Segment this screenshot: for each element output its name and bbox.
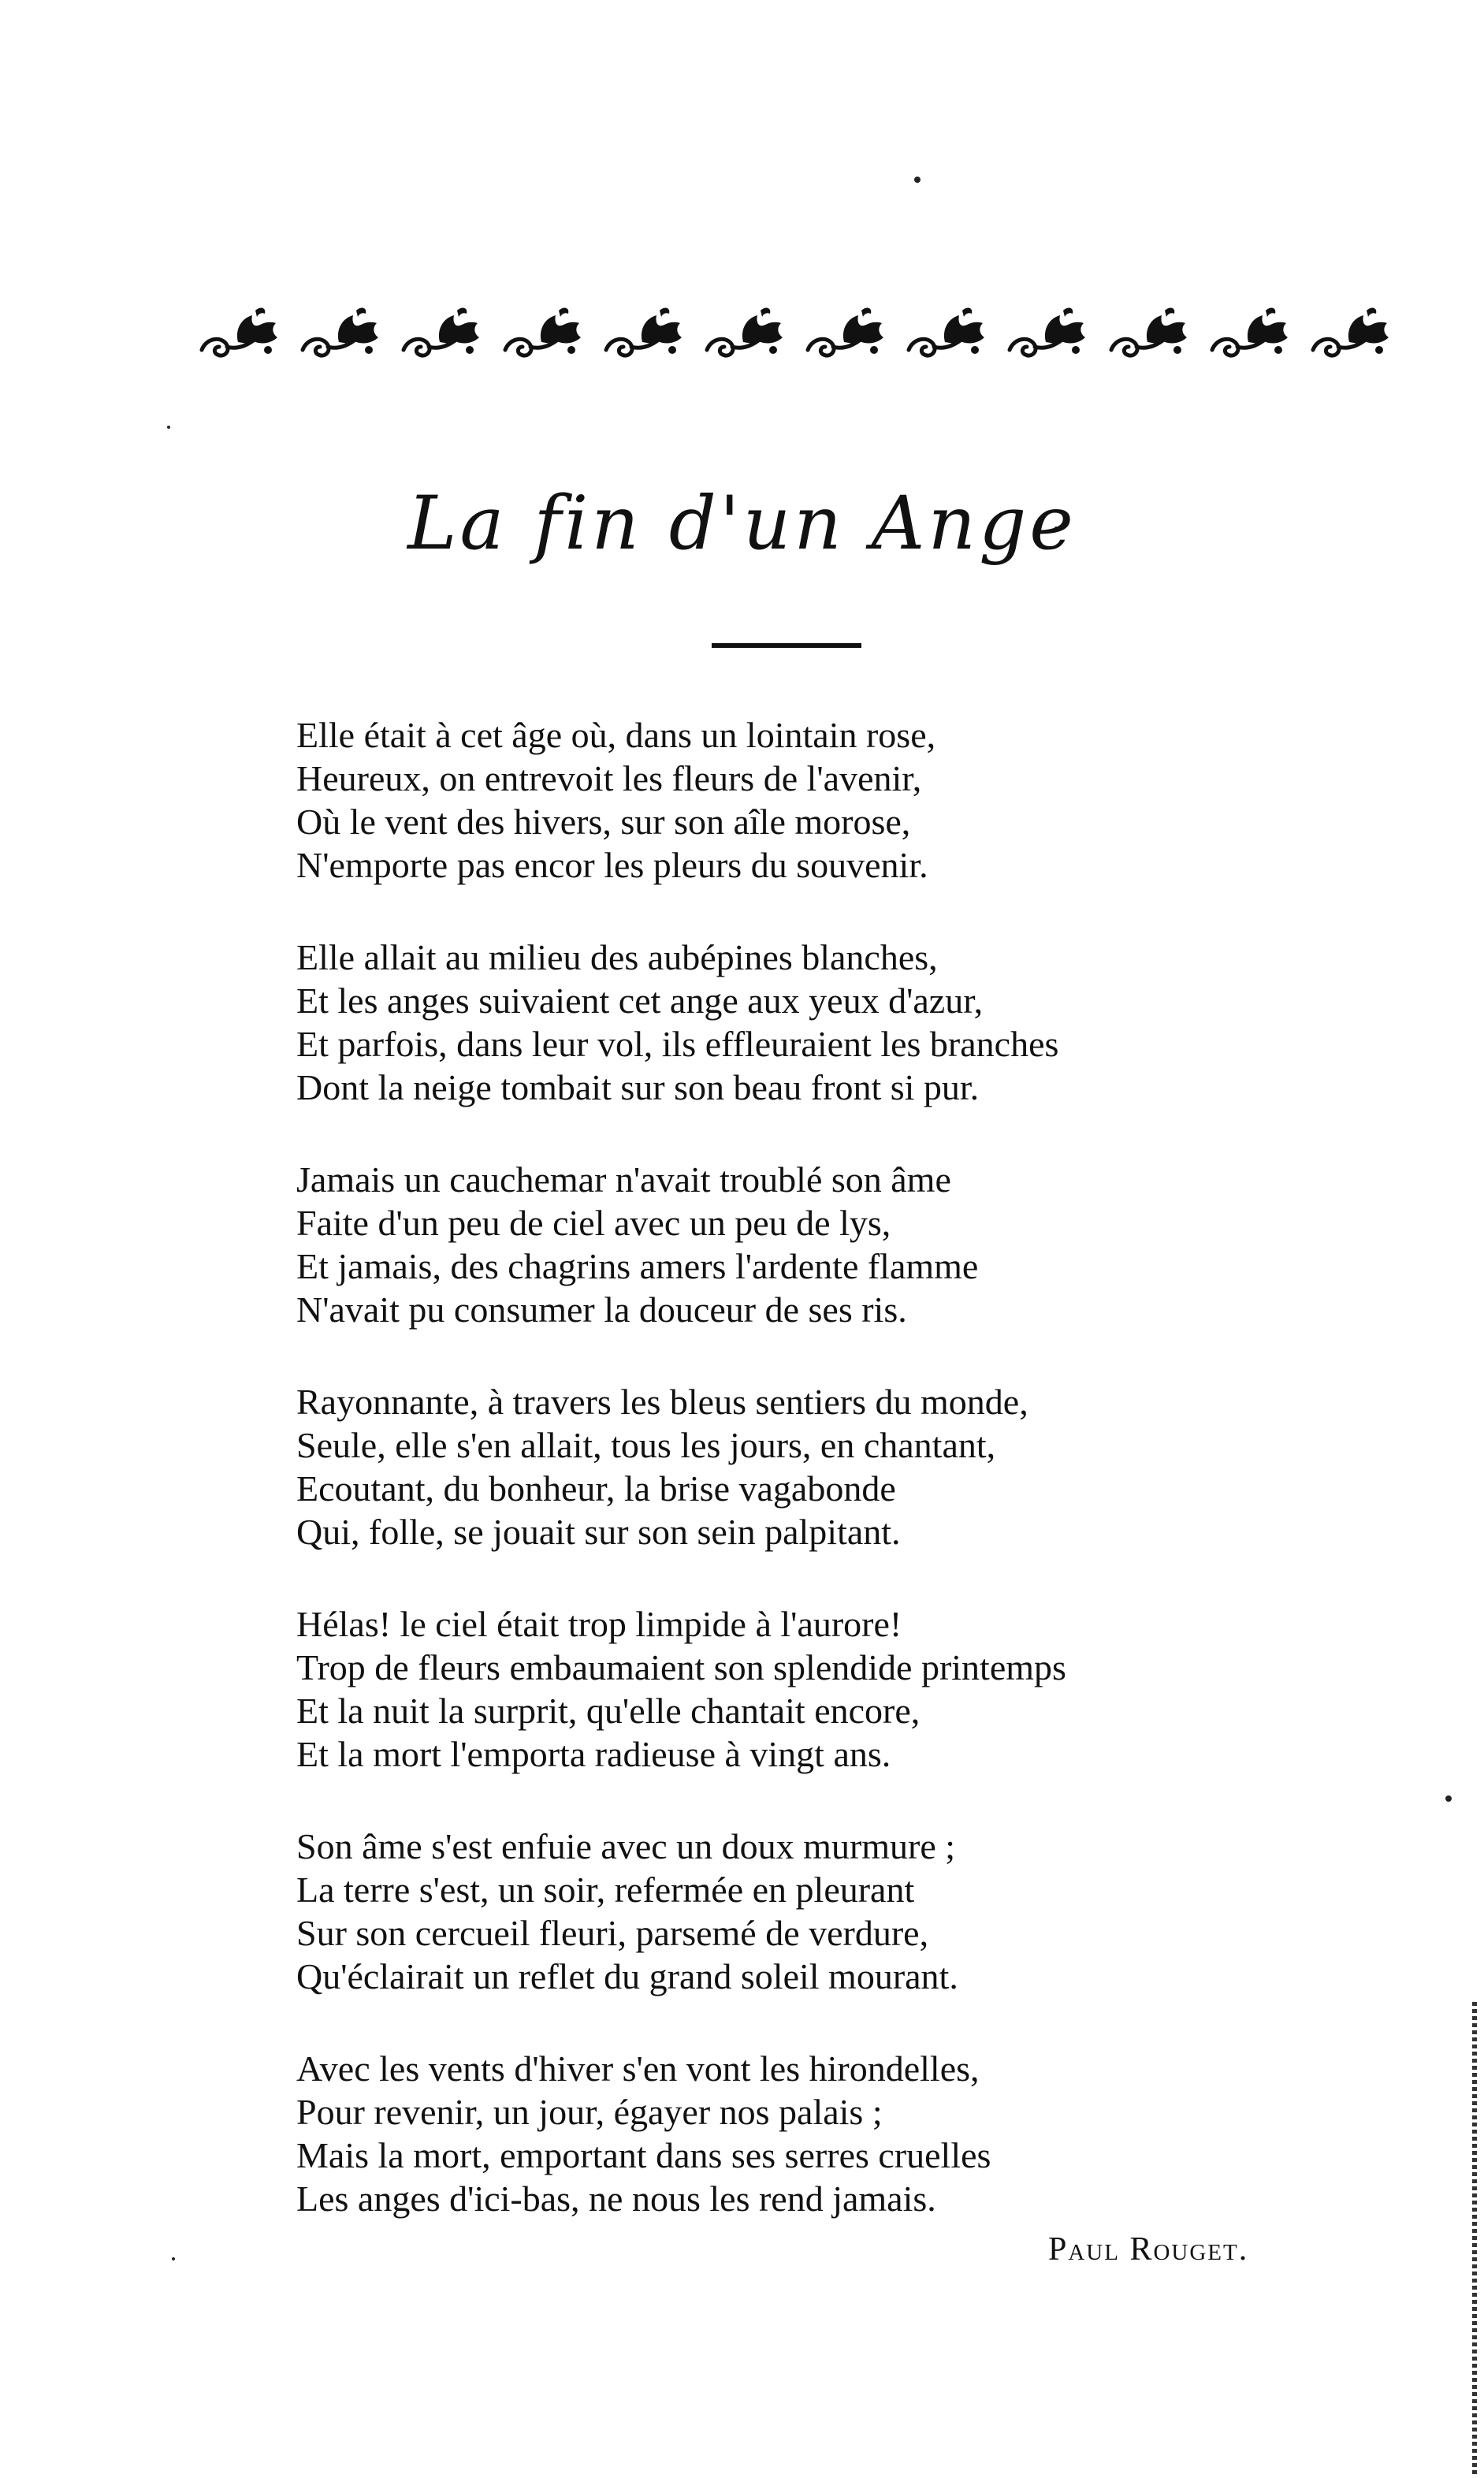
vine-leaf-ornament-icon	[1003, 301, 1090, 372]
stanza	[296, 713, 1274, 887]
poem-line: Dont la neige tombait sur son beau front si pur.	[296, 1067, 980, 1107]
vine-leaf-ornament-icon	[195, 301, 282, 372]
vine-leaf-ornament-icon	[1307, 301, 1393, 372]
vine-leaf-ornament-icon	[1105, 301, 1192, 372]
vine-leaf-ornament-icon	[802, 301, 888, 372]
poem-line: Heureux, on entrevoit les fleurs de l'avenir,	[296, 758, 922, 798]
poem-line: Où le vent des hivers, sur son aîle morose,	[296, 802, 911, 842]
poem-line: Et la nuit la surprit, qu'elle chantait encore,	[296, 1691, 921, 1731]
vine-leaf-ornament-icon	[902, 301, 989, 372]
title-rule	[712, 643, 861, 648]
stanza	[296, 1380, 1274, 1553]
print-speck	[167, 426, 170, 429]
vine-leaf-ornament-icon	[600, 301, 686, 372]
author-signature: Paul Rouget.	[1048, 2231, 1249, 2268]
stanza	[296, 936, 1274, 1109]
poem-line: Jamais un cauchemar n'avait troublé son âme	[296, 1159, 951, 1200]
poem-line: N'emporte pas encor les pleurs du souvenir.	[296, 845, 928, 885]
vine-leaf-ornament-icon	[499, 301, 586, 372]
poem-line: Qu'éclairait un reflet du grand soleil mourant.	[296, 1956, 958, 1996]
page-edge	[1472, 2002, 1477, 2475]
vine-leaf-ornament-icon	[1206, 301, 1292, 372]
poem-line: Sur son cercueil fleuri, parsemé de verdure,	[296, 1913, 929, 1953]
poem-line: Trop de fleurs embaumaient son splendide printemps	[296, 1647, 1066, 1687]
poem-line: Son âme s'est enfuie avec un doux murmure ;	[296, 1826, 956, 1866]
poem-line: Avec les vents d'hiver s'en vont les hirondelles,	[296, 2048, 980, 2089]
poem-line: Elle était à cet âge où, dans un lointain rose,	[296, 715, 936, 755]
poem-line: Elle allait au milieu des aubépines blanches,	[296, 937, 938, 977]
vine-leaf-ornament-icon	[296, 301, 383, 372]
stanza	[296, 1825, 1274, 1998]
poem-line: Faite d'un peu de ciel avec un peu de lys,	[296, 1203, 891, 1243]
print-speck	[172, 2257, 175, 2260]
print-speck	[1445, 1795, 1452, 1802]
stanza	[296, 2047, 1274, 2220]
poem-line: La terre s'est, un soir, refermée en pleurant	[296, 1870, 915, 1910]
poem-line: N'avait pu consumer la douceur de ses ris.	[296, 1289, 907, 1330]
poem-line: Mais la mort, emportant dans ses serres cruelles	[296, 2135, 991, 2175]
ornament-band	[195, 293, 1393, 380]
poem-line: Qui, folle, se jouait sur son sein palpitant.	[296, 1512, 901, 1552]
poem-line: Seule, elle s'en allait, tous les jours, en chantant,	[296, 1425, 996, 1465]
poem-line: Et les anges suivaient cet ange aux yeux d'azur,	[296, 980, 984, 1021]
poem-line: Rayonnante, à travers les bleus sentiers du monde,	[296, 1382, 1028, 1422]
poem-line: Pour revenir, un jour, égayer nos palais ;	[296, 2092, 883, 2132]
poem-line: Hélas! le ciel était trop limpide à l'aurore!	[296, 1604, 902, 1644]
vine-leaf-ornament-icon	[701, 301, 787, 372]
vine-leaf-ornament-icon	[397, 301, 484, 372]
poem-line: Et la mort l'emporta radieuse à vingt ans.	[296, 1734, 891, 1774]
stanza	[296, 1602, 1274, 1776]
poem-body	[296, 713, 1274, 2269]
poem-line: Les anges d'ici-bas, ne nous les rend jamais.	[296, 2178, 936, 2219]
print-speck	[914, 177, 921, 183]
poem-line: Ecoutant, du bonheur, la brise vagabonde	[296, 1468, 896, 1509]
poem-line: Et parfois, dans leur vol, ils effleuraient les branches	[296, 1024, 1059, 1064]
stanza	[296, 1158, 1274, 1331]
poem-title: La fin d'un Ange	[407, 481, 1077, 567]
poem-line: Et jamais, des chagrins amers l'ardente flamme	[296, 1246, 979, 1286]
